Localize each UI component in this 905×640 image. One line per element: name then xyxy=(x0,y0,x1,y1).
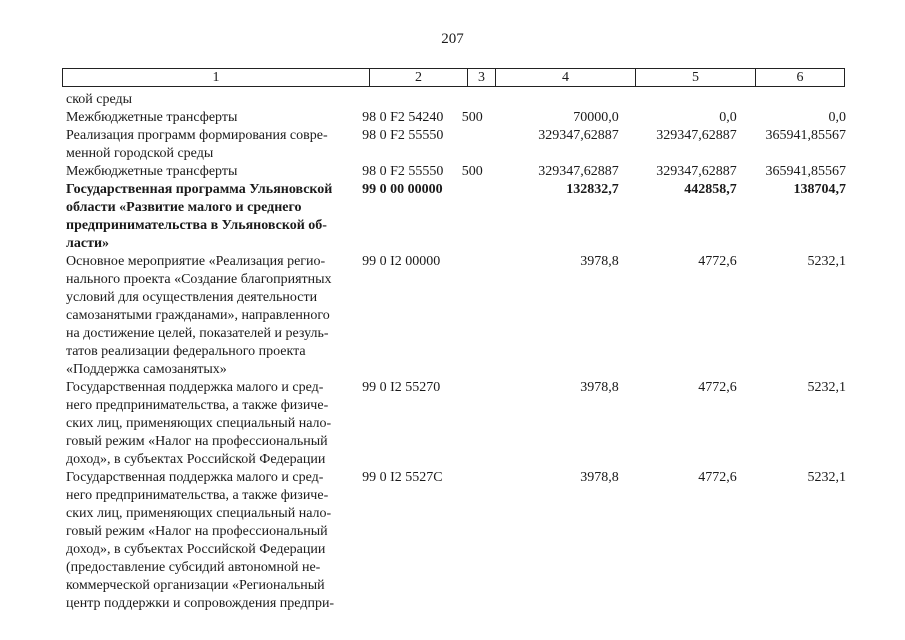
row-value-col5: 329347,62887 xyxy=(656,128,737,143)
row-name-line: доход», в субъектах Российской Федерации xyxy=(66,452,326,467)
table-row xyxy=(66,109,846,127)
row-name-line: «Поддержка самозанятых» xyxy=(66,362,227,377)
row-name-line: него предпринимательства, а также физиче- xyxy=(66,488,329,503)
page-number: 207 xyxy=(441,31,464,47)
row-value-col5 xyxy=(619,91,737,109)
row-value-col4: 70000,0 xyxy=(573,110,619,125)
row-name-line: Межбюджетные трансферты xyxy=(66,164,238,179)
row-name xyxy=(66,163,354,181)
row-name-line: Межбюджетные трансферты xyxy=(66,110,238,125)
row-name-line: Основное мероприятие «Реализация регио- xyxy=(66,254,326,269)
row-value-col4: 132832,7 xyxy=(566,182,619,197)
row-value-col5: 4772,6 xyxy=(698,470,737,485)
row-value-col4: 3978,8 xyxy=(580,470,619,485)
row-expense-type: 500 xyxy=(461,164,483,179)
row-name-line: на достижение целей, показателей и резуль- xyxy=(66,326,329,341)
row-name-line: центр поддержки и сопровождения предпри- xyxy=(66,596,335,611)
row-value-col4 xyxy=(485,91,618,109)
row-name xyxy=(66,109,354,127)
row-name-line: татов реализации федерального проекта xyxy=(66,344,306,359)
row-name-line: самозанятыми гражданами», направленного xyxy=(66,308,330,323)
row-code: 98 0 F2 55550 xyxy=(362,128,444,143)
row-code: 99 0 I2 55270 xyxy=(362,380,441,395)
row-name-line: говый режим «Налог на профессиональный xyxy=(66,434,328,449)
row-name-line: говый режим «Налог на профессиональный xyxy=(66,524,328,539)
header-col-5: 5 xyxy=(636,69,756,86)
row-name-line: Государственная программа Ульяновской xyxy=(66,182,333,197)
row-value-col6: 5232,1 xyxy=(807,380,846,395)
row-name-line: условий для осуществления деятельности xyxy=(66,290,318,305)
row-name-line: ласти» xyxy=(66,236,110,251)
header-col-3: 3 xyxy=(468,69,496,86)
row-value-col5: 4772,6 xyxy=(698,380,737,395)
table-body xyxy=(66,91,846,613)
row-value-col4: 329347,62887 xyxy=(538,128,619,143)
row-name-line: коммерческой организации «Региональный xyxy=(66,578,325,593)
row-name-line: нального проекта «Создание благоприятных xyxy=(66,272,332,287)
row-name-line: ских лиц, применяющих специальный нало- xyxy=(66,506,332,521)
row-name-line: (предоставление субсидий автономной не- xyxy=(66,560,321,575)
row-name-line: Реализация программ формирования совре- xyxy=(66,128,328,143)
row-value-col6 xyxy=(737,91,846,109)
table-row xyxy=(66,469,846,613)
row-code: 98 0 F2 54240 xyxy=(362,110,444,125)
row-name xyxy=(66,253,354,379)
row-value-col5: 0,0 xyxy=(719,110,737,125)
row-name-line: Государственная поддержка малого и сред- xyxy=(66,470,324,485)
row-value-col6: 5232,1 xyxy=(807,254,846,269)
row-value-col4: 329347,62887 xyxy=(538,164,619,179)
row-name-line: него предпринимательства, а также физиче- xyxy=(66,398,329,413)
row-value-col6: 138704,7 xyxy=(793,182,846,197)
row-value-col5: 329347,62887 xyxy=(656,164,737,179)
table-row xyxy=(66,181,846,253)
row-value-col6: 365941,85567 xyxy=(765,164,846,179)
row-value-col6: 5232,1 xyxy=(807,470,846,485)
row-name xyxy=(66,379,354,469)
row-name xyxy=(66,181,354,253)
row-name-line: доход», в субъектах Российской Федерации xyxy=(66,542,326,557)
table-row xyxy=(66,91,846,109)
row-name-line: менной городской среды xyxy=(66,146,214,161)
table-header xyxy=(62,68,845,87)
row-name-line: ских лиц, применяющих специальный нало- xyxy=(66,416,332,431)
table-row xyxy=(66,127,846,163)
row-code: 99 0 I2 00000 xyxy=(362,254,441,269)
table-row xyxy=(66,163,846,181)
header-col-4: 4 xyxy=(496,69,636,86)
row-code: 98 0 F2 55550 xyxy=(362,164,444,179)
row-expense-type: 500 xyxy=(461,110,483,125)
row-value-col6: 365941,85567 xyxy=(765,128,846,143)
header-col-1: 1 xyxy=(63,69,370,86)
row-code: 99 0 I2 5527C xyxy=(362,470,443,485)
row-value-col4: 3978,8 xyxy=(580,380,619,395)
row-value-col4: 3978,8 xyxy=(580,254,619,269)
row-code: 99 0 00 00000 xyxy=(362,182,443,197)
header-col-6: 6 xyxy=(796,70,804,85)
table-row xyxy=(66,379,846,469)
row-name-line: Государственная поддержка малого и сред- xyxy=(66,380,324,395)
row-value-col5: 4772,6 xyxy=(698,254,737,269)
header-col-2: 2 xyxy=(370,69,468,86)
row-value-col6: 0,0 xyxy=(828,110,846,125)
row-name-line: ской среды xyxy=(66,92,133,107)
row-name-line: предпринимательства в Ульяновской об- xyxy=(66,218,327,233)
row-name xyxy=(66,469,354,613)
row-name xyxy=(66,91,354,109)
row-value-col5: 442858,7 xyxy=(684,182,737,197)
row-name-line: области «Развитие малого и среднего xyxy=(66,200,302,215)
table-row xyxy=(66,253,846,379)
row-code xyxy=(354,91,462,109)
row-name xyxy=(66,127,354,163)
